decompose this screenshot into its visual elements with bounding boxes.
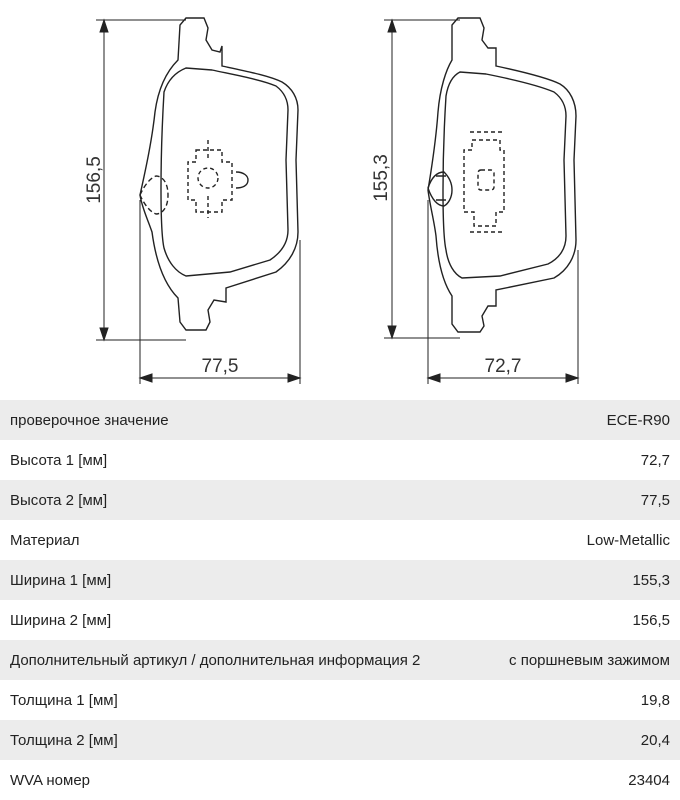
spec-label: WVA номер <box>10 771 91 789</box>
spec-row <box>0 480 680 520</box>
spec-value: 155,3 <box>632 571 670 589</box>
spec-row <box>0 640 680 680</box>
left-pad-outline <box>140 18 298 330</box>
spec-label: Материал <box>10 531 80 549</box>
spec-value: 156,5 <box>632 611 670 629</box>
spec-row <box>0 680 680 720</box>
spec-value: 20,4 <box>640 731 670 749</box>
spec-label: Ширина 2 [мм] <box>10 611 112 629</box>
spec-value: 72,7 <box>640 451 670 469</box>
left-pad-width-label: 77,5 <box>201 356 239 377</box>
spec-value: 23404 <box>628 771 670 789</box>
right-pad-width-label: 72,7 <box>484 356 522 377</box>
spec-label: Ширина 1 [мм] <box>10 571 112 589</box>
right-pad-outline <box>428 18 576 332</box>
spec-row <box>0 760 680 800</box>
spec-value: 77,5 <box>640 491 670 509</box>
spec-row <box>0 440 680 480</box>
spec-label: Дополнительный артикул / дополнительная информация 2 <box>10 651 421 669</box>
spec-label: Высота 2 [мм] <box>10 491 108 509</box>
spec-row <box>0 520 680 560</box>
left-pad-height-label: 156,5 <box>84 156 105 204</box>
spec-row <box>0 560 680 600</box>
spec-value: 19,8 <box>640 691 670 709</box>
spec-value: Low-Metallic <box>586 531 670 549</box>
spec-value: с поршневым зажимом <box>509 651 670 669</box>
spec-row <box>0 400 680 440</box>
spec-row <box>0 720 680 760</box>
spec-row <box>0 600 680 640</box>
spec-label: проверочное значение <box>10 411 169 429</box>
right-pad-height-label: 155,3 <box>371 154 392 202</box>
spec-value: ECE-R90 <box>606 411 670 429</box>
specs-table <box>0 400 680 800</box>
spec-label: Толщина 2 [мм] <box>10 731 118 749</box>
spec-label: Высота 1 [мм] <box>10 451 108 469</box>
spec-label: Толщина 1 [мм] <box>10 691 118 709</box>
